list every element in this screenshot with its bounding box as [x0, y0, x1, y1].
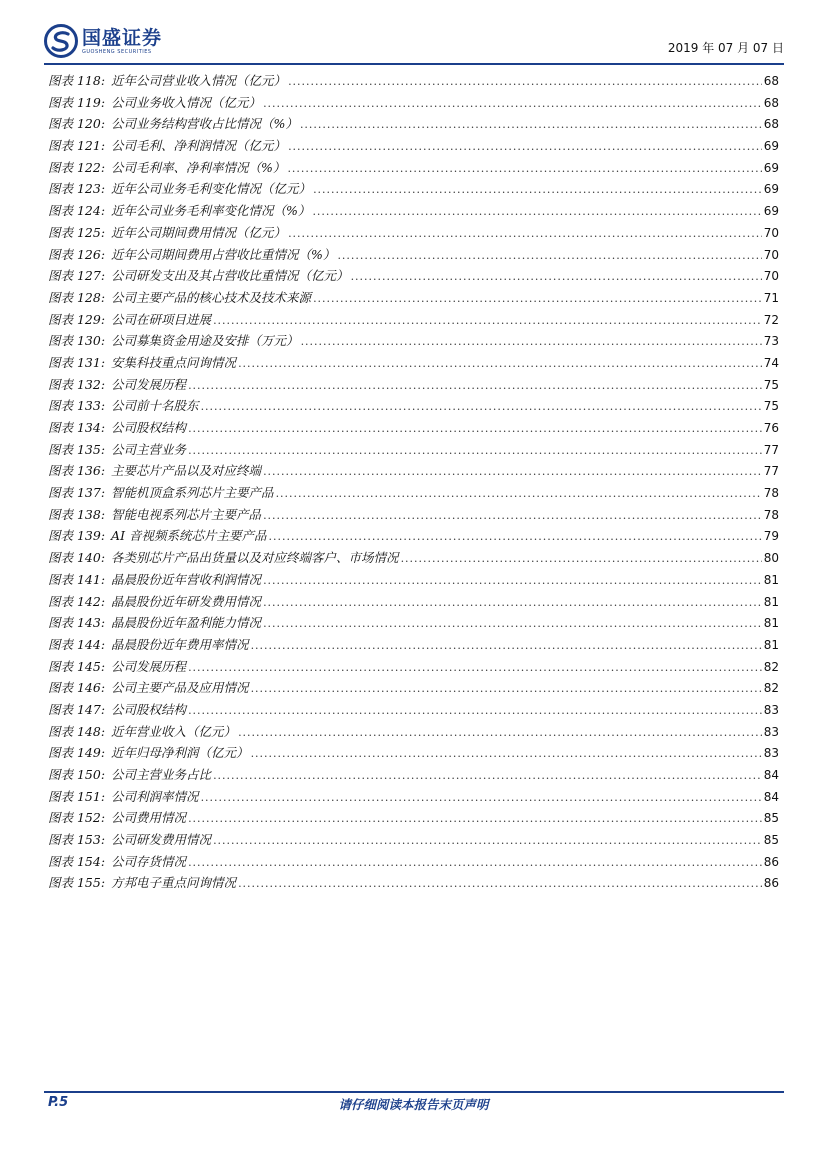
toc-entry[interactable] [48, 265, 779, 287]
toc-entry-page: 86 [763, 876, 779, 891]
toc-entry[interactable] [48, 374, 779, 396]
toc-entry[interactable] [48, 547, 779, 569]
toc-entry-label: 图表 135: [48, 441, 106, 457]
toc-leader-dots [251, 743, 762, 765]
toc-entry[interactable] [48, 742, 779, 764]
toc-entry[interactable] [48, 135, 779, 157]
toc-entry-title: 公司发展历程 [111, 376, 187, 392]
toc-entry-label: 图表 119: [48, 94, 106, 110]
toc-entry-page: 71 [763, 290, 779, 305]
toc-entry[interactable] [48, 309, 779, 331]
toc-entry-label: 图表 134: [48, 420, 106, 435]
toc-leader-dots [188, 700, 762, 722]
toc-entry-page: 74 [763, 355, 779, 370]
toc-entry-label: 图表 128: [48, 289, 106, 305]
toc-entry-label: 图表 149: [48, 745, 106, 761]
toc-entry-title: 近年公司业务毛利率变化情况（%） [111, 203, 311, 219]
toc-entry-title: 公司股权结构 [111, 701, 187, 717]
toc-leader-dots [287, 158, 761, 180]
toc-entry-label: 图表 145: [48, 658, 106, 674]
toc-leader-dots [188, 852, 762, 874]
toc-entry[interactable] [48, 352, 779, 374]
toc-entry[interactable] [48, 482, 779, 504]
toc-entry-title: 公司研发支出及其占营收比重情况（亿元） [111, 268, 349, 284]
toc-entry-title: 智能机顶盒系列芯片主要产品 [111, 485, 274, 501]
toc-entry-page: 79 [763, 529, 779, 544]
toc-entry-label: 图表 136: [48, 463, 106, 479]
toc-entry-page: 84 [763, 768, 779, 782]
toc-entry[interactable] [48, 200, 779, 222]
toc-leader-dots [288, 71, 762, 93]
toc-entry-title: 公司毛利、净利润情况（亿元） [111, 138, 287, 154]
toc-entry-title: 晶晨股份近年研发费用情况 [111, 593, 262, 609]
toc-entry-label: 图表 143: [48, 615, 106, 631]
toc-leader-dots [188, 418, 762, 440]
toc-entry-label: 图表 129: [48, 311, 106, 327]
toc-entry-label: 图表 144: [48, 636, 106, 652]
toc-entry-page: 78 [763, 507, 779, 522]
report-date: 2019 年 07 月 07 日 [667, 41, 784, 55]
toc-entry-label: 图表 139: [48, 528, 106, 544]
toc-entry-title: 智能电视系列芯片主要产品 [111, 506, 262, 522]
toc-entry-title: 公司在研项目进展 [111, 311, 212, 327]
toc-leader-dots [263, 93, 762, 115]
toc-entry[interactable] [48, 70, 779, 92]
toc-leader-dots [351, 266, 762, 288]
toc-entry-title: 近年归母净利润（亿元） [111, 745, 249, 761]
toc-entry-title: 主要芯片产品以及对应终端 [111, 463, 262, 479]
toc-leader-dots [201, 787, 762, 809]
toc-entry-label: 图表 152: [48, 810, 106, 826]
toc-entry[interactable] [48, 829, 779, 851]
toc-entry-label: 图表 120: [48, 116, 106, 132]
toc-entry-label: 图表 153: [48, 832, 106, 848]
toc-entry-page: 68 [763, 117, 779, 132]
logo-company-name-en: GUOSHENG SECURITIES [82, 49, 152, 55]
toc-leader-dots [251, 678, 762, 700]
footer-disclaimer: 请仔细阅读本报告末页声明 [338, 1097, 489, 1112]
toc-entry-page: 78 [763, 486, 779, 501]
toc-entry-page: 82 [763, 681, 779, 696]
toc-leader-dots [201, 396, 762, 418]
toc-entry-label: 图表 142: [48, 593, 106, 609]
toc-entry-title: 公司主要产品的核心技术及技术来源 [111, 289, 312, 305]
page-header [44, 22, 784, 62]
toc-entry-page: 82 [763, 659, 779, 674]
toc-entry[interactable] [48, 872, 779, 894]
toc-entry-title: 公司前十名股东 [111, 398, 199, 414]
toc-leader-dots [251, 635, 762, 657]
toc-entry-page: 81 [763, 594, 779, 609]
toc-entry-label: 图表 118: [48, 73, 106, 88]
toc-entry-title: 公司业务结构营收占比情况（%） [111, 116, 298, 132]
toc-entry[interactable] [48, 569, 779, 591]
toc-entry-title: 近年公司营业收入情况（亿元） [111, 73, 287, 88]
toc-entry-label: 图表 147: [48, 701, 106, 717]
toc-entry[interactable] [48, 287, 779, 309]
toc-entry-page: 77 [763, 464, 779, 479]
toc-leader-dots [188, 808, 762, 830]
toc-entry-page: 83 [763, 746, 779, 761]
toc-entry-page: 69 [763, 204, 779, 219]
toc-entry-page: 84 [763, 789, 779, 804]
toc-leader-dots [276, 483, 762, 505]
toc-entry-title: 公司业务收入情况（亿元） [111, 94, 262, 110]
toc-entry-title: 公司利润率情况 [111, 788, 199, 804]
toc-entry-page: 75 [763, 377, 779, 392]
toc-entry-label: 图表 140: [48, 550, 106, 566]
toc-entry-label: 图表 121: [48, 138, 106, 154]
toc-leader-dots [313, 179, 762, 201]
toc-leader-dots [263, 505, 762, 527]
toc-entry-label: 图表 126: [48, 246, 106, 262]
toc-entry-label: 图表 137: [48, 485, 106, 501]
toc-entry[interactable] [48, 851, 779, 873]
toc-leader-dots [288, 136, 762, 158]
toc-leader-dots [313, 288, 762, 310]
toc-leader-dots [263, 570, 762, 592]
toc-entry-page: 80 [763, 551, 779, 566]
toc-entry[interactable] [48, 460, 779, 482]
toc-leader-dots [312, 201, 761, 223]
toc-entry-page: 68 [763, 95, 779, 110]
toc-entry-page: 75 [763, 399, 779, 414]
toc-leader-dots [238, 353, 762, 375]
toc-entry[interactable] [48, 417, 779, 439]
toc-entry-title: 近年营业收入（亿元） [111, 723, 237, 739]
toc-entry-page: 86 [763, 854, 779, 869]
toc-entry[interactable] [48, 395, 779, 417]
toc-entry-label: 图表 151: [48, 788, 106, 804]
toc-entry[interactable] [48, 330, 779, 352]
toc-entry-page: 69 [763, 160, 779, 175]
toc-entry[interactable] [48, 591, 779, 613]
toc-entry-page: 69 [763, 139, 779, 154]
toc-entry-page: 81 [763, 637, 779, 652]
toc-entry-title: 公司发展历程 [111, 658, 187, 674]
toc-entry-page: 72 [763, 312, 779, 327]
toc-leader-dots [263, 613, 762, 635]
toc-entry-label: 图表 146: [48, 680, 106, 696]
company-logo [44, 24, 162, 58]
toc-entry[interactable] [48, 764, 779, 786]
toc-leader-dots [401, 548, 762, 570]
toc-entry-label: 图表 123: [48, 181, 106, 197]
toc-entry-page: 81 [763, 616, 779, 631]
toc-leader-dots [238, 873, 762, 895]
toc-entry-title: 公司主营业务 [111, 441, 187, 457]
toc-entry-title: 公司毛利率、净利率情况（%） [111, 159, 286, 175]
toc-leader-dots [337, 245, 761, 267]
toc-entry-label: 图表 131: [48, 354, 106, 370]
toc-entry-page: 69 [763, 182, 779, 197]
header-divider [44, 63, 784, 65]
toc-entry-title: 各类别芯片产品出货量以及对应终端客户、市场情况 [111, 550, 399, 566]
toc-leader-dots [213, 765, 762, 787]
toc-entry-label: 图表 155: [48, 875, 106, 891]
logo-icon [44, 24, 78, 58]
toc-entry-page: 73 [763, 334, 779, 349]
toc-entry-page: 77 [763, 442, 779, 457]
toc-entry-title: 近年公司业务毛利变化情况（亿元） [111, 181, 312, 197]
page-number: P.5 [48, 1095, 69, 1110]
toc-entry[interactable] [48, 656, 779, 678]
toc-entry-label: 图表 154: [48, 853, 106, 869]
toc-entry[interactable] [48, 92, 779, 114]
toc-leader-dots [301, 331, 762, 353]
toc-entry-page: 68 [763, 74, 779, 88]
toc-entry[interactable] [48, 157, 779, 179]
toc-entry[interactable] [48, 786, 779, 808]
toc-entry[interactable] [48, 677, 779, 699]
toc-entry[interactable] [48, 439, 779, 461]
toc-entry-page: 83 [763, 724, 779, 739]
toc-entry-page: 81 [763, 572, 779, 587]
toc-entry-page: 85 [763, 811, 779, 826]
toc-entry[interactable] [48, 612, 779, 634]
figure-index [48, 70, 779, 894]
toc-entry-label: 图表 138: [48, 506, 106, 522]
toc-entry-title: AI 音视频系统芯片主要产品 [111, 528, 267, 544]
toc-entry-page: 70 [763, 247, 779, 262]
toc-entry-label: 图表 148: [48, 723, 106, 739]
toc-entry-label: 图表 130: [48, 333, 106, 349]
footer-divider [44, 1091, 784, 1093]
toc-entry-title: 公司主营业务占比 [111, 767, 212, 782]
toc-entry[interactable] [48, 222, 779, 244]
toc-leader-dots [263, 592, 762, 614]
toc-entry-page: 85 [763, 833, 779, 848]
toc-leader-dots [213, 830, 762, 852]
toc-entry[interactable] [48, 699, 779, 721]
toc-entry-title: 公司费用情况 [111, 810, 187, 826]
toc-entry-page: 83 [763, 702, 779, 717]
toc-entry-page: 70 [763, 225, 779, 240]
toc-entry[interactable] [48, 634, 779, 656]
toc-leader-dots [188, 440, 762, 462]
toc-entry-title: 晶晨股份近年盈利能力情况 [111, 615, 262, 631]
toc-entry[interactable] [48, 504, 779, 526]
toc-leader-dots [300, 114, 762, 136]
toc-entry-label: 图表 125: [48, 224, 106, 240]
toc-leader-dots [263, 461, 762, 483]
toc-entry-title: 安集科技重点问询情况 [111, 354, 237, 370]
toc-entry-title: 公司存货情况 [111, 853, 187, 869]
toc-entry-title: 晶晨股份近年营收利润情况 [111, 571, 262, 587]
toc-leader-dots [213, 310, 762, 332]
toc-leader-dots [238, 722, 762, 744]
toc-entry-title: 近年公司期间费用情况（亿元） [111, 224, 287, 240]
toc-entry-title: 晶晨股份近年费用率情况 [111, 636, 249, 652]
toc-entry[interactable] [48, 525, 779, 547]
toc-leader-dots [288, 223, 762, 245]
toc-entry-label: 图表 133: [48, 398, 106, 414]
toc-leader-dots [269, 526, 762, 548]
toc-entry-title: 公司募集资金用途及安排（万元） [111, 333, 299, 349]
toc-entry-title: 近年公司期间费用占营收比重情况（%） [111, 246, 336, 262]
toc-entry-label: 图表 122: [48, 159, 106, 175]
toc-entry-title: 方邦电子重点问询情况 [111, 875, 237, 891]
toc-entry-page: 70 [763, 269, 779, 284]
toc-entry-page: 76 [763, 421, 779, 435]
toc-entry-title: 公司主要产品及应用情况 [111, 680, 249, 696]
toc-entry-title: 公司股权结构 [111, 420, 187, 435]
toc-leader-dots [188, 657, 762, 679]
toc-entry[interactable] [48, 807, 779, 829]
toc-leader-dots [188, 375, 762, 397]
toc-entry-label: 图表 150: [48, 767, 106, 782]
toc-entry-title: 公司研发费用情况 [111, 832, 212, 848]
toc-entry[interactable] [48, 244, 779, 266]
toc-entry-label: 图表 132: [48, 376, 106, 392]
toc-entry-label: 图表 124: [48, 203, 106, 219]
toc-entry-label: 图表 141: [48, 571, 106, 587]
toc-entry-label: 图表 127: [48, 268, 106, 284]
toc-entry[interactable] [48, 113, 779, 135]
logo-company-name: 国盛证券 [82, 27, 163, 49]
toc-entry[interactable] [48, 178, 779, 200]
toc-entry[interactable] [48, 721, 779, 743]
